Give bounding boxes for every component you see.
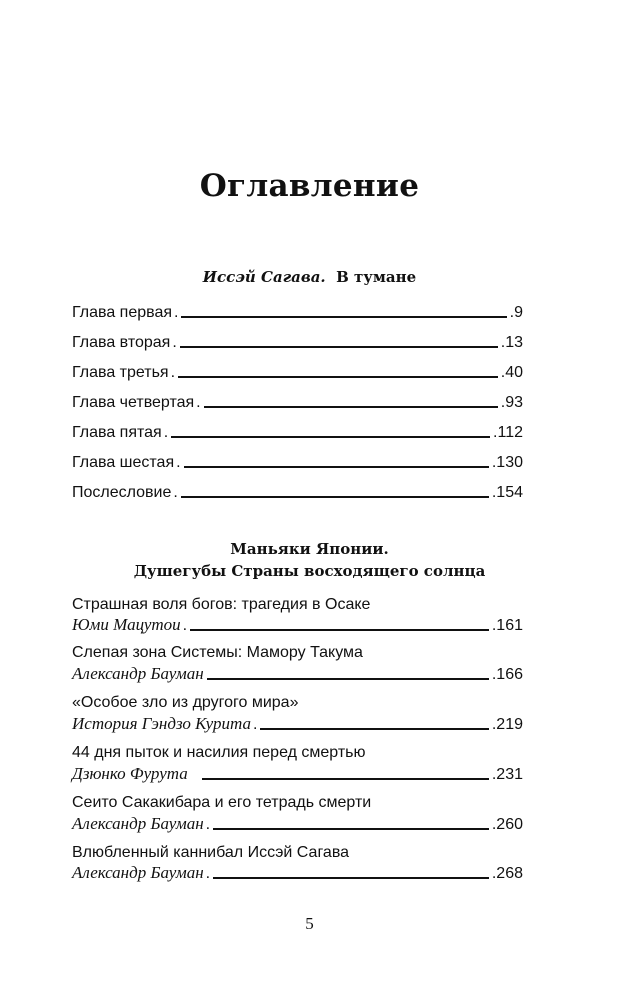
toc-entry[interactable]: Глава вторая . . 13 (72, 334, 523, 351)
dot-leader (207, 678, 489, 680)
toc-entry[interactable]: Александр Бауман . 166 (72, 664, 523, 683)
toc-entry[interactable]: Юми Мацутои . . 161 (72, 615, 523, 634)
dot-leader (171, 436, 490, 438)
section-2-heading-line-2: Душегубы Страны восходящего солнца (133, 562, 486, 580)
section-1-author: Иссэй Сагава. (202, 268, 326, 286)
toc-entry-author: Александр Бауман (72, 863, 204, 882)
toc-entry[interactable]: Глава третья . . 40 (72, 364, 523, 381)
page-title: Оглавление (199, 168, 420, 204)
toc-entry[interactable]: Послесловие . . 154 (72, 484, 523, 501)
toc-entry-page: 268 (496, 865, 523, 882)
dot-leader (178, 376, 498, 378)
toc-entry-title[interactable]: «Особое зло из другого мира» (72, 694, 299, 711)
dot-leader (213, 828, 489, 830)
toc-entry-page: 9 (514, 304, 523, 321)
toc-entry-title[interactable]: Сеито Сакакибара и его тетрадь смерти (72, 794, 372, 811)
toc-entry-page: 93 (505, 394, 523, 411)
section-2-heading-line-1: Маньяки Японии. (230, 540, 389, 558)
toc-entry[interactable]: Глава пятая . . 112 (72, 424, 523, 441)
dot-leader (260, 728, 488, 730)
dot-leader (190, 629, 489, 631)
toc-entry-title[interactable]: Страшная воля богов: трагедия в Осаке (72, 596, 371, 613)
dot-leader (184, 466, 489, 468)
dot-leader (181, 496, 489, 498)
toc-entry-page: 40 (505, 364, 523, 381)
toc-entry-title[interactable]: Влюбленный каннибал Иссэй Сагава (72, 844, 350, 861)
toc-entry-page: 13 (505, 334, 523, 351)
toc-entry[interactable]: Дзюнко Фурута . 231 (72, 764, 523, 783)
toc-entry-title[interactable]: Слепая зона Системы: Мамору Такума (72, 644, 363, 661)
toc-entry-page: 130 (496, 454, 523, 471)
toc-entry-title[interactable]: 44 дня пыток и насилия перед смертью (72, 744, 366, 761)
dot-leader (181, 316, 506, 318)
toc-entry-page: 260 (496, 816, 523, 833)
toc-entry-page: 166 (496, 666, 523, 683)
toc-entry-author: Александр Бауман (72, 664, 204, 683)
toc-entry[interactable]: Глава четвертая . . 93 (72, 394, 523, 411)
toc-entry-page: 231 (496, 766, 523, 783)
toc-entry[interactable]: Александр Бауман . . 260 (72, 814, 523, 833)
toc-entry-author: История Гэндзо Курита (72, 714, 251, 733)
toc-entry-page: 112 (497, 424, 523, 441)
toc-entry[interactable]: Глава первая . . 9 (72, 304, 523, 321)
toc-entry-label: Глава шестая (72, 454, 175, 471)
toc-entry-page: 219 (496, 716, 523, 733)
toc-entry[interactable]: Александр Бауман . . 268 (72, 863, 523, 882)
toc-entry-author: Юми Мацутои (72, 615, 181, 634)
dot-leader (204, 406, 498, 408)
toc-entry-label: Глава первая (72, 304, 173, 321)
toc-entry-page: 154 (496, 484, 523, 501)
toc-entry-label: Глава вторая (72, 334, 171, 351)
dot-leader (213, 877, 489, 879)
toc-entry-label: Глава пятая (72, 424, 162, 441)
toc-entry[interactable]: История Гэндзо Курита . . 219 (72, 714, 523, 733)
dot-leader (202, 778, 489, 780)
toc-entry-page: 161 (496, 617, 523, 634)
toc-entry-author: Дзюнко Фурута (72, 764, 188, 783)
dot-leader (180, 346, 498, 348)
section-1-book-title: В тумане (336, 268, 417, 286)
toc-entry-label: Глава четвертая (72, 394, 195, 411)
section-1-heading (0, 266, 619, 288)
toc-entry-label: Послесловие (72, 484, 172, 501)
toc-entry[interactable]: Глава шестая . . 130 (72, 454, 523, 471)
toc-entry-label: Глава третья (72, 364, 169, 381)
page-number: 5 (305, 914, 314, 933)
toc-entry-author: Александр Бауман (72, 814, 204, 833)
